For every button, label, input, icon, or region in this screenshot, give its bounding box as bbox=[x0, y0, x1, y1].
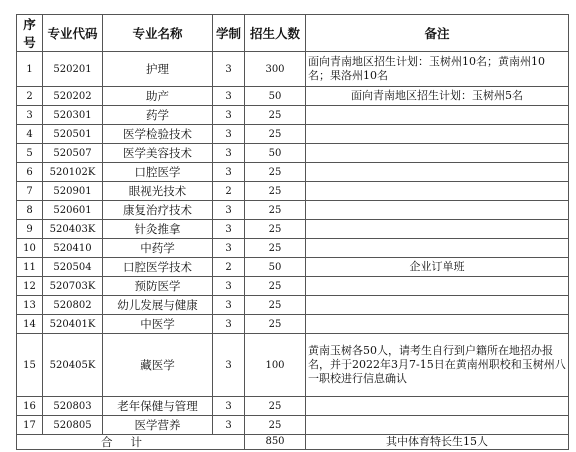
table-row bbox=[17, 296, 569, 315]
row-note bbox=[306, 125, 569, 144]
row-note: 企业订单班 bbox=[306, 258, 569, 277]
row-name: 口腔医学 bbox=[103, 163, 213, 182]
row-code: 520501 bbox=[43, 125, 103, 144]
row-name: 眼视光技术 bbox=[103, 182, 213, 201]
row-code: 520401K bbox=[43, 315, 103, 334]
table-row bbox=[17, 239, 569, 258]
row-name: 针灸推拿 bbox=[103, 220, 213, 239]
row-name: 助产 bbox=[103, 87, 213, 106]
row-years: 3 bbox=[213, 315, 245, 334]
row-code: 520410 bbox=[43, 239, 103, 258]
row-seq: 15 bbox=[17, 334, 43, 397]
row-name: 藏医学 bbox=[103, 334, 213, 397]
row-code: 520202 bbox=[43, 87, 103, 106]
row-seq: 7 bbox=[17, 182, 43, 201]
row-seq: 10 bbox=[17, 239, 43, 258]
table-row bbox=[17, 315, 569, 334]
row-years: 3 bbox=[213, 416, 245, 435]
row-count: 25 bbox=[245, 201, 306, 220]
row-count: 25 bbox=[245, 220, 306, 239]
row-seq: 3 bbox=[17, 106, 43, 125]
row-seq: 12 bbox=[17, 277, 43, 296]
row-name: 口腔医学技术 bbox=[103, 258, 213, 277]
row-seq: 1 bbox=[17, 52, 43, 87]
row-note: 黄南玉树各50人，请考生自行到户籍所在地招办报名，并于2022年3月7-15日在黄南州职校和玉树州八一职校进行信息确认 bbox=[306, 334, 569, 397]
row-years: 2 bbox=[213, 258, 245, 277]
row-years: 3 bbox=[213, 277, 245, 296]
row-count: 25 bbox=[245, 416, 306, 435]
row-count: 25 bbox=[245, 182, 306, 201]
row-name: 护理 bbox=[103, 52, 213, 87]
row-code: 520803 bbox=[43, 397, 103, 416]
row-seq: 13 bbox=[17, 296, 43, 315]
header-name: 专业名称 bbox=[103, 15, 213, 52]
row-years: 3 bbox=[213, 87, 245, 106]
row-seq: 17 bbox=[17, 416, 43, 435]
total-row bbox=[17, 435, 569, 450]
total-note: 其中体育特长生15人 bbox=[306, 435, 569, 450]
table-row bbox=[17, 397, 569, 416]
row-name: 幼儿发展与健康 bbox=[103, 296, 213, 315]
header-count: 招生人数 bbox=[245, 15, 306, 52]
table-row bbox=[17, 144, 569, 163]
row-name: 医学美容技术 bbox=[103, 144, 213, 163]
row-note bbox=[306, 220, 569, 239]
table-row bbox=[17, 201, 569, 220]
row-years: 2 bbox=[213, 182, 245, 201]
row-note: 面向青南地区招生计划：玉树州10名；黄南州10名；果洛州10名 bbox=[306, 52, 569, 87]
row-name: 药学 bbox=[103, 106, 213, 125]
row-note bbox=[306, 397, 569, 416]
row-note: 面向青南地区招生计划：玉树州5名 bbox=[306, 87, 569, 106]
header-years: 学制 bbox=[213, 15, 245, 52]
row-code: 520102K bbox=[43, 163, 103, 182]
row-seq: 8 bbox=[17, 201, 43, 220]
row-note bbox=[306, 239, 569, 258]
row-code: 520301 bbox=[43, 106, 103, 125]
row-note bbox=[306, 315, 569, 334]
table-row bbox=[17, 182, 569, 201]
row-code: 520601 bbox=[43, 201, 103, 220]
row-code: 520703K bbox=[43, 277, 103, 296]
table-row bbox=[17, 52, 569, 87]
row-note bbox=[306, 416, 569, 435]
table-row bbox=[17, 87, 569, 106]
table-row bbox=[17, 220, 569, 239]
row-years: 3 bbox=[213, 106, 245, 125]
table-row bbox=[17, 258, 569, 277]
row-note bbox=[306, 201, 569, 220]
row-count: 25 bbox=[245, 239, 306, 258]
table-row bbox=[17, 163, 569, 182]
row-seq: 6 bbox=[17, 163, 43, 182]
row-code: 520805 bbox=[43, 416, 103, 435]
total-label: 合计 bbox=[17, 435, 245, 450]
row-name: 康复治疗技术 bbox=[103, 201, 213, 220]
row-seq: 2 bbox=[17, 87, 43, 106]
row-note bbox=[306, 182, 569, 201]
row-years: 3 bbox=[213, 239, 245, 258]
header-note: 备注 bbox=[306, 15, 569, 52]
row-seq: 5 bbox=[17, 144, 43, 163]
row-seq: 9 bbox=[17, 220, 43, 239]
row-years: 3 bbox=[213, 296, 245, 315]
row-count: 300 bbox=[245, 52, 306, 87]
row-name: 中药学 bbox=[103, 239, 213, 258]
row-code: 520507 bbox=[43, 144, 103, 163]
row-note bbox=[306, 163, 569, 182]
row-years: 3 bbox=[213, 334, 245, 397]
row-count: 25 bbox=[245, 125, 306, 144]
row-seq: 16 bbox=[17, 397, 43, 416]
row-count: 50 bbox=[245, 258, 306, 277]
row-count: 25 bbox=[245, 163, 306, 182]
row-seq: 4 bbox=[17, 125, 43, 144]
table-row bbox=[17, 125, 569, 144]
table-row bbox=[17, 106, 569, 125]
row-count: 25 bbox=[245, 296, 306, 315]
row-code: 520504 bbox=[43, 258, 103, 277]
enrollment-table bbox=[16, 14, 569, 450]
header-row bbox=[17, 15, 569, 52]
row-name: 老年保健与管理 bbox=[103, 397, 213, 416]
table-row bbox=[17, 334, 569, 397]
row-note bbox=[306, 144, 569, 163]
row-name: 医学检验技术 bbox=[103, 125, 213, 144]
table-row bbox=[17, 277, 569, 296]
row-count: 25 bbox=[245, 315, 306, 334]
row-note bbox=[306, 277, 569, 296]
row-years: 3 bbox=[213, 163, 245, 182]
row-name: 医学营养 bbox=[103, 416, 213, 435]
row-years: 3 bbox=[213, 201, 245, 220]
row-count: 50 bbox=[245, 87, 306, 106]
row-note bbox=[306, 296, 569, 315]
header-code: 专业代码 bbox=[43, 15, 103, 52]
row-seq: 11 bbox=[17, 258, 43, 277]
row-name: 预防医学 bbox=[103, 277, 213, 296]
row-count: 50 bbox=[245, 144, 306, 163]
row-code: 520901 bbox=[43, 182, 103, 201]
row-code: 520405K bbox=[43, 334, 103, 397]
header-seq: 序号 bbox=[17, 15, 43, 52]
row-count: 25 bbox=[245, 397, 306, 416]
row-years: 3 bbox=[213, 125, 245, 144]
row-years: 3 bbox=[213, 397, 245, 416]
row-years: 3 bbox=[213, 220, 245, 239]
row-years: 3 bbox=[213, 52, 245, 87]
row-code: 520802 bbox=[43, 296, 103, 315]
row-code: 520403K bbox=[43, 220, 103, 239]
total-count: 850 bbox=[245, 435, 306, 450]
row-code: 520201 bbox=[43, 52, 103, 87]
enrollment-table-container bbox=[16, 14, 568, 450]
row-name: 中医学 bbox=[103, 315, 213, 334]
row-count: 25 bbox=[245, 106, 306, 125]
row-note bbox=[306, 106, 569, 125]
table-row bbox=[17, 416, 569, 435]
row-count: 25 bbox=[245, 277, 306, 296]
row-seq: 14 bbox=[17, 315, 43, 334]
row-count: 100 bbox=[245, 334, 306, 397]
row-years: 3 bbox=[213, 144, 245, 163]
